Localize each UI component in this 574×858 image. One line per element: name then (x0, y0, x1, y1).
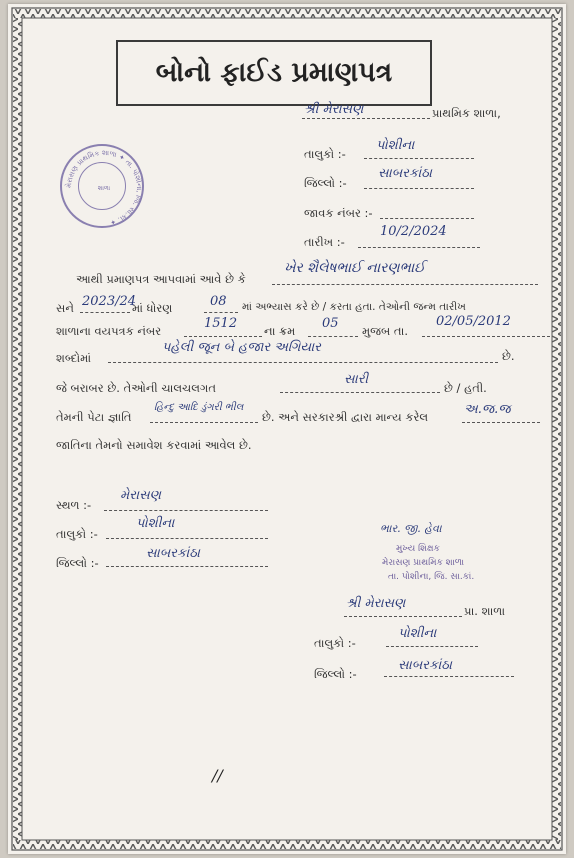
right-district-label: જિલ્લો :- (314, 667, 357, 681)
conduct: સારી (344, 372, 369, 387)
footer-district-value: સાબરકાંઠા (146, 546, 200, 561)
pen-mark: // (212, 766, 223, 785)
decorative-border (8, 4, 566, 854)
register-number: 1512 (204, 316, 238, 331)
body-line3-b: ના ક્રમ (264, 324, 296, 338)
certificate-title: બોનો ફાઈડ પ્રમાણપત્ર (116, 40, 432, 106)
certificate-page (8, 4, 566, 854)
body-line7: જાતિના તેમનો સમાવેશ કરવામાં આવેલ છે. (56, 438, 252, 452)
body-line4-a: શબ્દોમાં (56, 351, 92, 365)
body-line6-a: તેમની પેટા જ્ઞાતિ (56, 410, 132, 424)
principal-stamp-line1: મુખ્ય શિક્ષક (396, 544, 440, 554)
sub-caste: હિન્દુ આદિ ડુંગરી ભીલ (154, 402, 244, 413)
body-line1-text: આથી પ્રમાણપત્ર આપવામાં આવે છે કે (76, 272, 246, 286)
footer-taluka-value: પોશીના (136, 516, 175, 531)
caste-category: અ.જ.જ (464, 402, 511, 417)
body-line4-end: છે. (502, 349, 515, 363)
right-school-name: શ્રી મેરાસણ (346, 596, 406, 611)
body-line2-b: માં ધોરણ (132, 301, 173, 315)
taluka-label: તાલુકો :- (304, 147, 346, 161)
school-suffix: પ્રાથમિક શાળા, (432, 106, 501, 120)
place-label: સ્થળ :- (56, 498, 92, 512)
school-name-handwritten: શ્રી મેરાસણ (304, 102, 364, 117)
academic-year: 2023/24 (82, 294, 137, 309)
birth-date: 02/05/2012 (436, 314, 511, 329)
body-line6-b: છે. અને સરકારશ્રી દ્વારા માન્ય કરેલ (262, 410, 429, 424)
body-line3-a: શાળાના વયપત્રક નંબર (56, 324, 162, 338)
standard: 08 (210, 294, 227, 309)
school-seal (60, 144, 144, 228)
right-school-suffix: પ્રા. શાળા (464, 604, 506, 618)
right-taluka-value: પોશીના (398, 626, 437, 641)
body-line2-a: સને (56, 301, 74, 315)
place-value: મેરાસણ (120, 488, 161, 503)
birth-date-words: પહેલી જૂન બે હજાર અગિયાર (162, 340, 321, 355)
student-name: ખેર શૈલેષભાઈ નારણભાઈ (284, 260, 426, 276)
body-line2-c: માં અભ્યાસ કરે છે / કરતા હતા. તેઓની જન્મ તારીખ (242, 301, 466, 313)
serial-number: 05 (322, 316, 339, 331)
principal-stamp-line2: મેરાસણ પ્રાથમિક શાળા (382, 558, 465, 568)
footer-taluka-label: તાલુકો :- (56, 527, 98, 541)
inward-number-label: જાવક નંબર :- (304, 206, 373, 220)
right-taluka-label: તાલુકો :- (314, 636, 356, 650)
district-value: સાબરકાંઠા (378, 166, 432, 181)
footer-district-label: જિલ્લો :- (56, 556, 99, 570)
body-line5-a: જે બરાબર છે. તેઓની ચાલચલગત (56, 381, 216, 395)
principal-stamp-line3: તા. પોશીના, જિ. સા.કાં. (388, 572, 475, 582)
principal-signature: ભાર. જી. હેવા (380, 522, 442, 535)
date-value: 10/2/2024 (380, 224, 447, 239)
taluka-value: પોશીના (376, 138, 415, 153)
body-line3-c: મુજબ તા. (362, 324, 408, 338)
district-label: જિલ્લો :- (304, 176, 347, 190)
svg-text:મેરાસણ પ્રાથમિક શાળા ✦ તા. પોશ: મેરાસણ પ્રાથમિક શાળા ✦ તા. પોશીના, જિ. સા.કાં. ✦ (64, 148, 144, 227)
right-district-value: સાબરકાંઠા (398, 658, 452, 673)
date-label: તારીખ :- (304, 235, 345, 249)
body-line5-end: છે / હતી. (444, 381, 487, 395)
svg-text:શાળા: શાળા (97, 185, 111, 192)
